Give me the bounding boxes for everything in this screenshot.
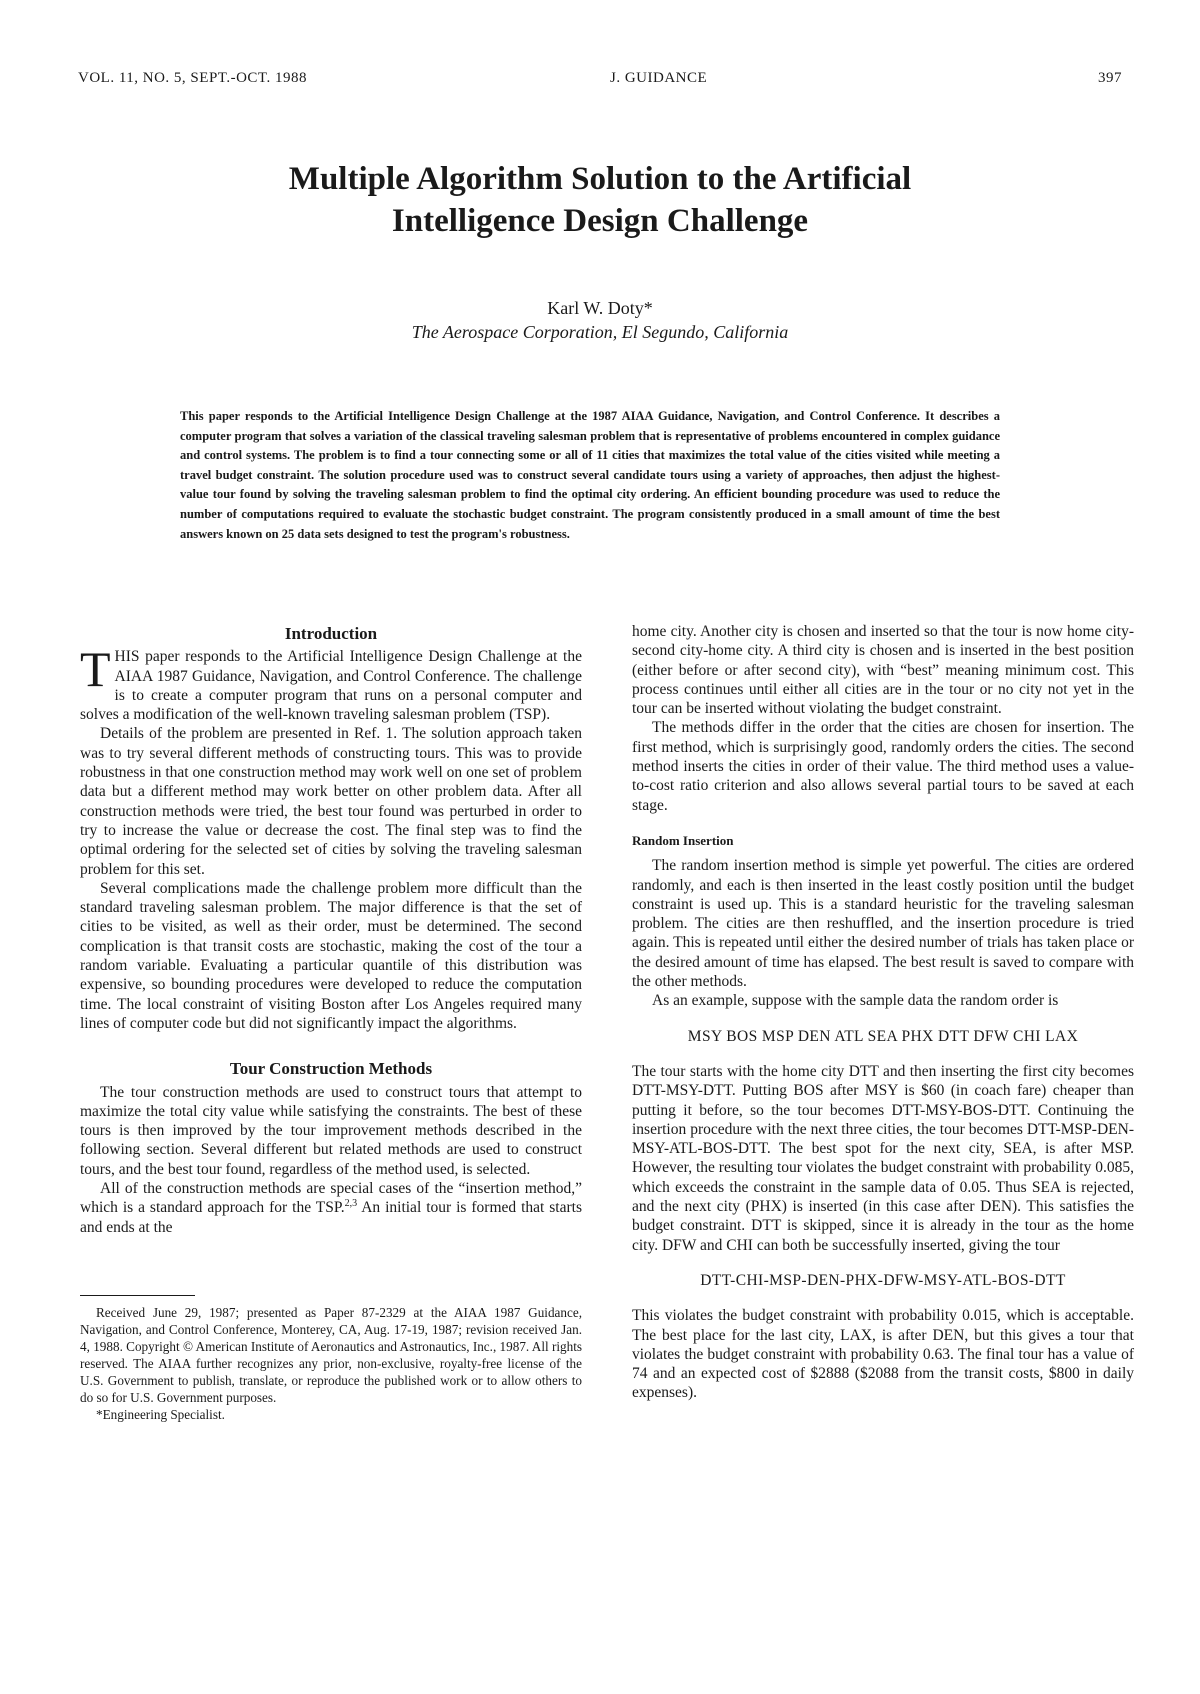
tour-paragraph-2-text: All of the construction methods are special cases of the “insertion method,” which is a standard approach for the TSP. — [80, 1180, 582, 1217]
title-line-2: Intelligence Design Challenge — [391, 203, 809, 239]
random-city-order: MSY BOS MSP DEN ATL SEA PHX DTT DFW CHI LAX — [687, 1027, 1079, 1045]
intro-paragraph-2: Details of the problem are presented in Ref. 1. The solution approach taken was to try several different methods of constructing tours. This was to provide robustness in that one construction method may work well on one set of problem data but a different method may work better on other problem data. After all construction methods were tried, the best tour found was perturbed in order to try to increase the value or decrease the cost. The final step was to find the optimal ordering for the selected set of cities by solving the traveling salesman problem for this set. — [80, 725, 582, 878]
tour-paragraph-4: The methods differ in the order that the cities are chosen for insertion. The first method, which is surprisingly good, randomly orders the cities. The second method inserts the cities in order of their value. The third method uses a value-to-cost ratio criterion and also allows several partial tours to be saved at each stage. — [632, 719, 1134, 814]
random-paragraph-4: This violates the budget constraint with probability 0.015, which is acceptable. The best place for the last city, LAX, is after DEN, but this gives a tour that violates the budget constraint with probability 0.63. The final tour has a value of 74 and an expected cost of $2888 ($2088 from the transit costs, $800 in daily expenses). — [632, 1307, 1134, 1402]
volume-info: VOL. 11, NO. 5, SEPT.-OCT. 1988 — [78, 70, 307, 86]
intro-paragraph-3: Several complications made the challenge problem more difficult than the standard traveling salesman problem. The major difference is that the set of cities to be visited, as well as their order, must be determined. The second complication is that transit costs are stochastic, making the cost of the tour a random variable. Evaluating a particular quantile of this distribution was expensive, so bounding procedures were developed to reduce the computation time. The local constraint of visiting Boston after Los Angeles required many lines of computer code but did not significantly impact the algorithms. — [80, 879, 582, 1032]
page-number: 397 — [1098, 70, 1122, 86]
random-paragraph-3: The tour starts with the home city DTT and then inserting the first city becomes DTT-MSY-DTT. Putting BOS after MSY is $60 (in coach fare) cheaper than putting it before, so the tour becomes DTT-MSY-BOS-DTT. Continuing the insertion procedure with the next three cities, the tour becomes DTT-MSP-DEN-MSY-ATL-BOS-DTT. The best spot for the next city, SEA, is after MSP. However, the resulting tour violates the budget constraint with probability 0.085, which exceeds the constraint in the sample data of 0.05. Thus SEA is rejected, and the next city (PHX) is inserted (in this case after DEN). This satisfies the budget constraint. DTT is skipped, since it is already in the tour as the home city. DFW and CHI can both be successfully inserted, giving the tour — [632, 1062, 1134, 1254]
tour-paragraph-2-tail: An initial tour is formed that starts and ends at the — [80, 1199, 582, 1236]
author-affiliation: The Aerospace Corporation, El Segundo, California — [411, 322, 789, 342]
left-column — [80, 622, 582, 1423]
journal-name: J. GUIDANCE — [610, 70, 708, 86]
footnote-author: *Engineering Specialist. — [96, 1406, 225, 1422]
resulting-tour: DTT-CHI-MSP-DEN-PHX-DFW-MSY-ATL-BOS-DTT — [700, 1271, 1066, 1289]
title-line-1: Multiple Algorithm Solution to the Artificial — [288, 161, 912, 197]
paper-title — [150, 158, 1050, 242]
intro-paragraph-1 — [80, 641, 582, 724]
footnote-received: Received June 29, 1987; presented as Paper 87-2329 at the AIAA 1987 Guidance, Navigation, and Control Conference, Monterey, CA, Aug. 17-19, 1987; revision received Jan. 4, 1988. Copyright © American Institute of Aeronautics and Astronautics, Inc., 1987. All rights reserved. The AIAA further recognizes any prior, non-exclusive, royalty-free license of the U.S. Government to publish, translate, or reproduce the published work or to allow others to do so for U.S. Government purposes. — [80, 1304, 582, 1405]
section-heading-introduction: Introduction — [284, 624, 378, 643]
random-paragraph-1: The random insertion method is simple yet powerful. The cities are ordered randomly, and each is then inserted in the least costly position until the budget constraint is used up. This is a standard heuristic for the traveling salesman problem. The cities are then reshuffled, and the insertion procedure is tried again. This is repeated until either the desired number of trials has taken place or the desired amount of time has elapsed. The best result is saved to compare with the other methods. — [632, 857, 1134, 991]
subsection-heading-random-insertion: Random Insertion — [632, 832, 734, 848]
running-header — [72, 70, 1128, 94]
random-paragraph-2: As an example, suppose with the sample data the random order is — [652, 992, 1059, 1010]
tour-paragraph-3: home city. Another city is chosen and inserted so that the tour is now home city-second city-home city. A third city is chosen and is inserted in the best position (either before or after second city), with “best” meaning minimum cost. This process continues until either all cities are in the tour or no city not yet in the tour can be inserted without violating the budget constraint. — [632, 623, 1134, 718]
section-heading-tour-construction: Tour Construction Methods — [229, 1059, 433, 1079]
intro-paragraph-1-text: HIS paper responds to the Artificial Intelligence Design Challenge at the AIAA 1987 Guidance, Navigation, and Control Conference. The challenge is to create a computer program that runs on a personal computer and solves a modification of the well-known traveling salesman problem (TSP). — [80, 648, 582, 724]
footnote-rule — [80, 1295, 195, 1296]
tour-paragraph-1: The tour construction methods are used to construct tours that attempt to maximize the total city value while satisfying the constraints. The best of these tours is then improved by the tour improvement methods described in the following section. Several different but related methods are used to construct tours, and the best tour found, regardless of the method used, is selected. — [80, 1083, 582, 1178]
tour-paragraph-2 — [80, 1179, 582, 1237]
abstract: This paper responds to the Artificial Intelligence Design Challenge at the 1987 AIAA Guidance, Navigation, and Control Conference. It describes a computer program that solves a variation of the classical traveling salesman problem that is representative of problems encountered in complex guidance and control systems. The problem is to find a tour connecting some or all of 11 cities that maximizes the total value of the cities visited while meeting a travel budget constraint. The solution procedure used was to construct several candidate tours using a variety of approaches, then adjust the highest-value tour found by solving the traveling salesman problem to find the optimal city ordering. An efficient bounding procedure was used to reduce the number of computations required to evaluate the stochastic budget constraint. The program consistently produced in a small amount of time the best answers known on 25 data sets designed to test the program's robustness. — [180, 409, 1000, 541]
author-name: Karl W. Doty* — [547, 298, 653, 318]
reference-superscript: 2,3 — [344, 1198, 358, 1210]
drop-cap: T — [80, 641, 111, 698]
right-column — [632, 622, 1134, 1403]
